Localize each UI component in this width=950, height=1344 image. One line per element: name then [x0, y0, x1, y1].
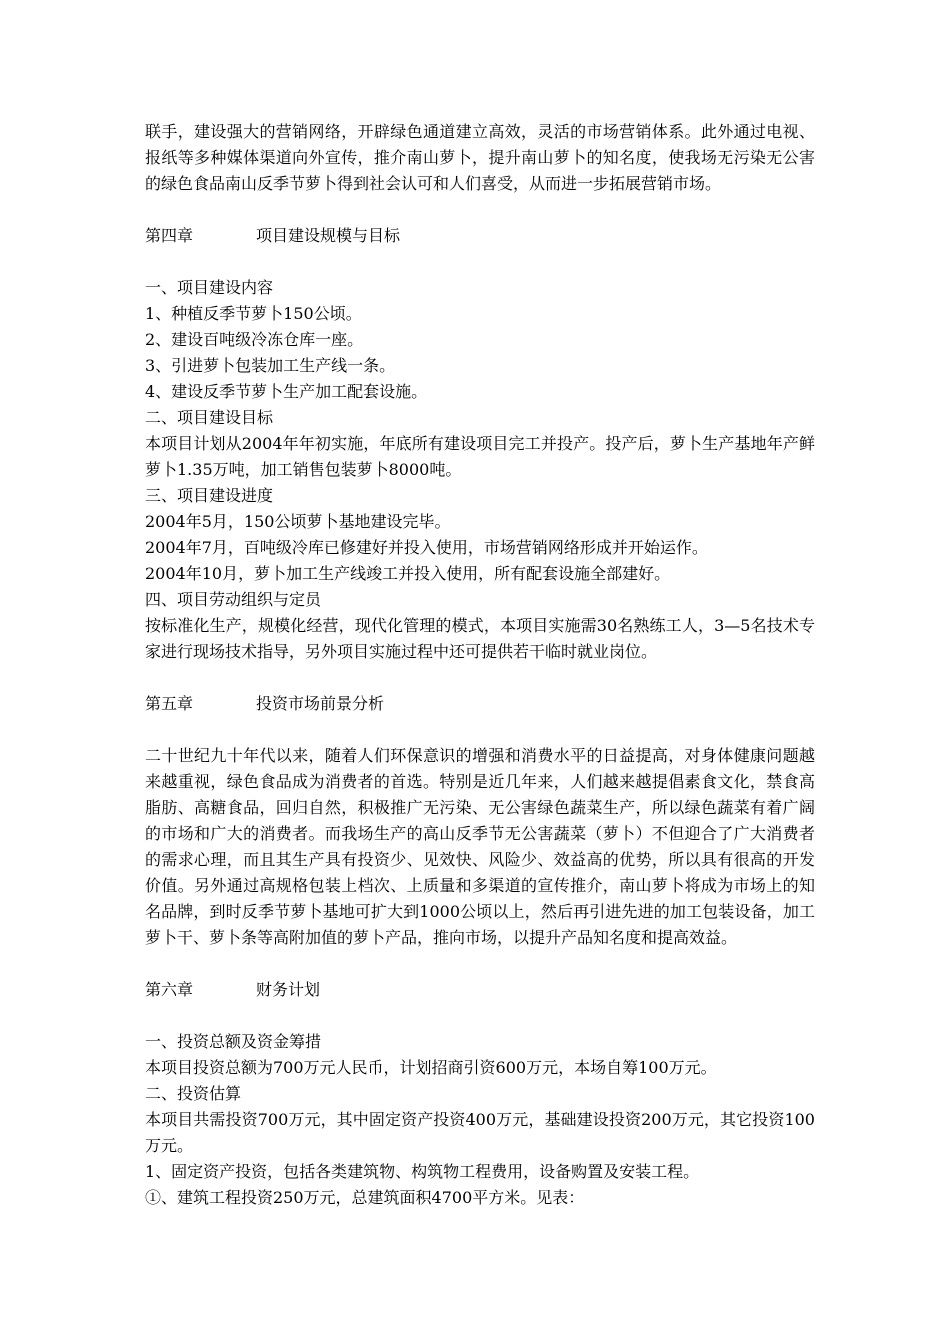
section-heading: 一、投资总额及资金筹措: [145, 1032, 322, 1051]
chapter6-title: 财务计划: [256, 980, 321, 999]
section-heading: 三、项目建设进度: [145, 486, 274, 505]
section-paragraph: 本项目计划从2004年年初实施，年底所有建设项目完工并投产。投产后，萝卜生产基地年产鲜萝卜1.35万吨，加工销售包装萝卜8000吨。: [145, 434, 815, 479]
chapter5-paragraph: 二十世纪九十年代以来，随着人们环保意识的增强和消费水平的日益提高，对身体健康问题越来越重视，绿色食品成为消费者的首选。特别是近几年来，人们越来越提倡素食文化，禁食高脂肪、高糖食品，回归自然，积极推广无污染、无公害绿色蔬菜生产，所以绿色蔬菜有着广阔的市场和广大的消费者。而我场生产的高山反季节无公害蔬菜（萝卜）不但迎合了广大消费者的需求心理，而且其生产具有投资少、见效快、风险少、效益高的优势，所以具有很高的开发价值。另外通过高规格包装上档次、上质量和多渠道的宣传推介，南山萝卜将成为市场上的知名品牌，到时反季节萝卜基地可扩大到1000公顷以上，然后再引进先进的加工包装设备，加工萝卜干、萝卜条等高附加值的萝卜产品，推向市场，以提升产品知名度和提高效益。: [145, 746, 815, 947]
section-heading: 一、项目建设内容: [145, 278, 274, 297]
section-heading: 二、项目建设目标: [145, 408, 274, 427]
list-item: 1、种植反季节萝卜150公顷。: [145, 304, 362, 323]
section-paragraph: 本项目投资总额为700万元人民币，计划招商引资600万元，本场自筹100万元。: [145, 1058, 717, 1077]
chapter5-number: 第五章: [145, 694, 194, 713]
schedule-item: 2004年10月，萝卜加工生产线竣工并投入使用，所有配套设施全部建好。: [145, 564, 671, 583]
chapter4-title: 项目建设规模与目标: [256, 226, 401, 245]
list-item: 1、固定资产投资，包括各类建筑物、构筑物工程费用，设备购置及安装工程。: [145, 1162, 700, 1181]
spacer: [145, 1003, 815, 1029]
document-page: [145, 119, 815, 1211]
section-heading: 四、项目劳动组织与定员: [145, 590, 322, 609]
schedule-item: 2004年7月，百吨级冷库已修建好并投入使用，市场营销网络形成并开始运作。: [145, 538, 708, 557]
section-paragraph: 按标准化生产，规模化经营，现代化管理的模式，本项目实施需30名熟练工人，3—5名技术专家进行现场技术指导，另外项目实施过程中还可提供若干临时就业岗位。: [145, 616, 815, 661]
chapter6-number: 第六章: [145, 980, 194, 999]
list-item: 2、建设百吨级冷冻仓库一座。: [145, 330, 364, 349]
chapter5-heading: [145, 691, 815, 717]
spacer: [145, 951, 815, 977]
spacer: [145, 665, 815, 691]
list-item: 3、引进萝卜包装加工生产线一条。: [145, 356, 396, 375]
chapter5-title: 投资市场前景分析: [256, 694, 385, 713]
section-paragraph: 本项目共需投资700万元，其中固定资产投资400万元，基础建设投资200万元，其它投资100万元。: [145, 1110, 815, 1155]
spacer: [145, 197, 815, 223]
chapter4-heading: [145, 223, 815, 249]
chapter6-heading: [145, 977, 815, 1003]
chapter4-number: 第四章: [145, 226, 194, 245]
list-subitem: ①、建筑工程投资250万元，总建筑面积4700平方米。见表：: [145, 1188, 585, 1207]
spacer: [145, 717, 815, 743]
list-item: 4、建设反季节萝卜生产加工配套设施。: [145, 382, 428, 401]
spacer: [145, 249, 815, 275]
intro-paragraph: 联手，建设强大的营销网络，开辟绿色通道建立高效，灵活的市场营销体系。此外通过电视、报纸等多种媒体渠道向外宣传，推介南山萝卜，提升南山萝卜的知名度，使我场无污染无公害的绿色食品南山反季节萝卜得到社会认可和人们喜受，从而进一步拓展营销市场。: [145, 122, 815, 193]
schedule-item: 2004年5月，150公顷萝卜基地建设完毕。: [145, 512, 451, 531]
section-heading: 二、投资估算: [145, 1084, 242, 1103]
